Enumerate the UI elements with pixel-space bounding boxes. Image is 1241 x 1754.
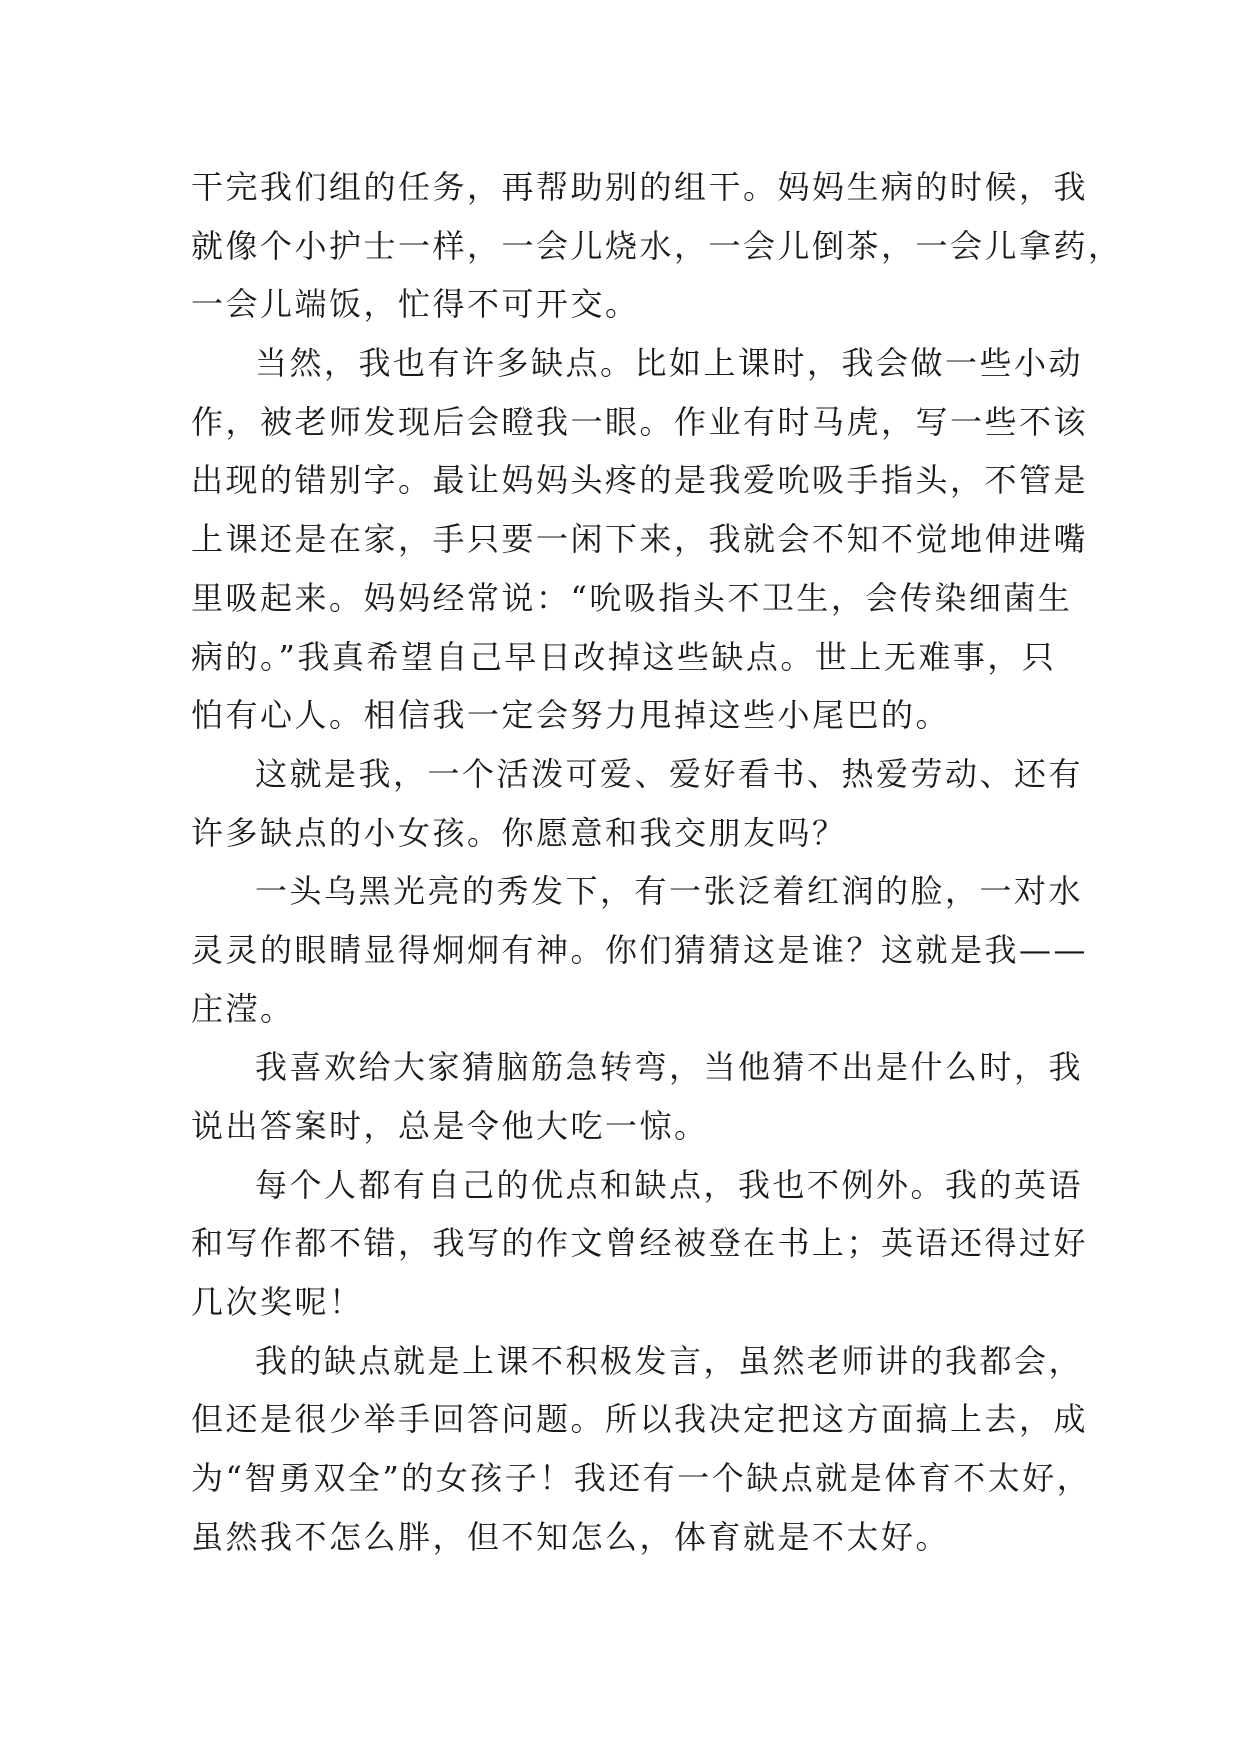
text-line: 干完我们组的任务，再帮助别的组干。妈妈生病的时候，我	[191, 168, 1089, 206]
text-line: 和写作都不错，我写的作文曾经被登在书上；英语还得过好	[191, 1224, 1089, 1263]
text-line: 许多缺点的小女孩。你愿意和我交朋友吗？	[191, 813, 847, 852]
paragraph-first-line: 每个人都有自己的优点和缺点，我也不例外。我的英语	[255, 1165, 1084, 1204]
text-line: 怕有心人。相信我一定会努力甩掉这些小尾巴的。	[191, 696, 951, 735]
body-text	[191, 158, 1123, 1567]
paragraph-first-line: 我喜欢给大家猜脑筋急转弯，当他猜不出是什么时，我	[255, 1048, 1084, 1087]
paragraph-first-line: 一头乌黑光亮的秀发下，有一张泛着红润的脸，一对水	[255, 872, 1084, 911]
text-line: 出现的错别字。最让妈妈头疼的是我爱吮吸手指头，不管是	[191, 461, 1089, 500]
text-line: 灵灵的眼睛显得炯炯有神。你们猜猜这是谁？这就是我——	[191, 930, 1089, 969]
text-line: 上课还是在家，手只要一闲下来，我就会不知不觉地伸进嘴	[191, 520, 1089, 559]
text-line: 作，被老师发现后会瞪我一眼。作业有时马虎，写一些不该	[191, 402, 1089, 441]
text-line: 一会儿端饭，忙得不可开交。	[191, 285, 640, 324]
paragraph-first-line: 这就是我，一个活泼可爱、爱好看书、热爱劳动、还有	[255, 754, 1084, 793]
text-line: 病的。”我真希望自己早日改掉这些缺点。世上无难事，只	[191, 637, 1057, 676]
text-line: 里吸起来。妈妈经常说：“吮吸指头不卫生，会传染细菌生	[191, 578, 1073, 617]
text-line: 几次奖呢！	[191, 1283, 364, 1322]
paragraph-first-line: 我的缺点就是上课不积极发言，虽然老师讲的我都会，	[255, 1341, 1084, 1380]
text-line: 庄滢。	[191, 989, 295, 1028]
text-line: 说出答案时，总是令他大吃一惊。	[191, 1107, 709, 1145]
text-line: 虽然我不怎么胖，但不知怎么，体育就是不太好。	[191, 1517, 951, 1556]
text-line: 就像个小护士一样，一会儿烧水，一会儿倒茶，一会儿拿药，	[191, 226, 1123, 265]
paragraph-first-line: 当然，我也有许多缺点。比如上课时，我会做一些小动	[255, 344, 1084, 383]
text-line: 为“智勇双全”的女孩子！我还有一个缺点就是体育不太好，	[191, 1459, 1092, 1498]
text-line: 但还是很少举手回答问题。所以我决定把这方面搞上去，成	[191, 1400, 1089, 1439]
